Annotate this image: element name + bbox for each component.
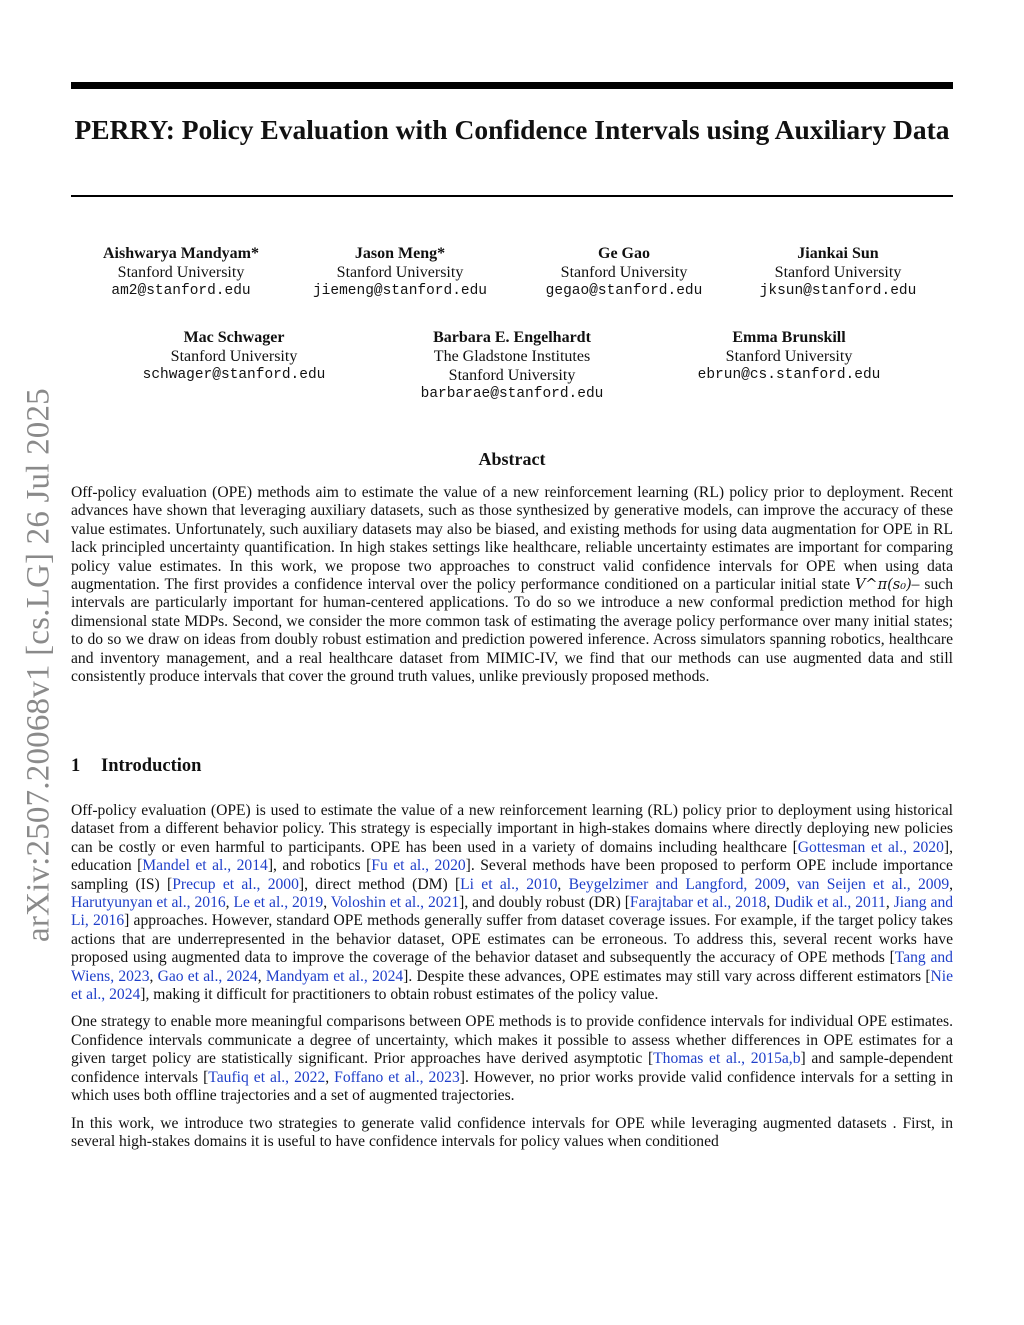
author-affiliation: Stanford University [336, 264, 464, 281]
author-email[interactable]: jksun@stanford.edu [759, 283, 917, 299]
citation-link[interactable]: Mandyam et al., 2024 [265, 967, 404, 985]
author-name: Jason Meng* [354, 245, 446, 262]
abstract-part: Off-policy evaluation (OPE) methods aim to estimate the value of a new reinforcement learning (RL) policy prior to deployment. Recent advances have shown that leveraging auxiliary datasets, such as those synthesized by generative models, can improve the accuracy of these value estimates. Unfortunately, such auxiliary datasets may also be biased, and existing methods for using data augmentation for OPE in RL lack principled uncertainty quantification. In high stakes settings like healthcare, reliable uncertainty estimates are important for comparing policy value estimates. In this work, we propose two approaches to construct valid confidence intervals for OPE when using data augmentation. The first provides a confidence interval over the policy performance conditioned on a particular initial state [71, 484, 953, 594]
citation-link[interactable]: Dudik et al., 2011 [774, 894, 886, 912]
author-block [760, 244, 917, 301]
author-email[interactable]: am2@stanford.edu [111, 283, 251, 299]
author-affiliation: Stanford University [774, 264, 902, 281]
author-block [546, 244, 703, 301]
author-affiliation: Stanford University [560, 264, 688, 281]
citation-link[interactable]: Gao et al., 2024 [157, 967, 258, 985]
abstract-heading: Abstract [478, 449, 546, 469]
text-run: ]. However, no prior works provide valid confidence intervals for a setting in which uses both offline trajectories and a set of augmented trajectories. [71, 1068, 953, 1105]
text-run: ]. Several methods have been proposed to perform OPE include importance sampling (IS) [ [71, 857, 953, 893]
author-block [421, 328, 604, 404]
arxiv-identifier: arXiv:2507.20068v1 [cs.LG] 26 Jul 2025 [20, 388, 57, 942]
citation-link[interactable]: Taufiq et al., 2022 [208, 1068, 326, 1086]
text-run: ] approaches. However, standard OPE methods generally suffer from dataset coverage issues. For example, if the target policy takes actions that are underrepresented in the behavior dataset, OPE estimates can be erroneous. To address this, several recent works have proposed using augmented data to improve the coverage of the behavior dataset and subsequently the accuracy of OPE methods [ [71, 912, 953, 967]
citation-link[interactable]: Li et al., 2010 [460, 875, 558, 893]
separator: , [149, 967, 158, 985]
paragraph [71, 802, 953, 1004]
separator: , [949, 875, 954, 893]
citation-link[interactable]: Tang and Wiens, 2023 [71, 949, 953, 985]
citation-link[interactable]: Jiang and Li, 2016 [71, 894, 954, 930]
citation-link[interactable]: van Seijen et al., 2009 [796, 875, 950, 893]
text-run: ], and robotics [ [267, 857, 372, 875]
math-expression: V^π(s₀) [854, 577, 912, 594]
section-heading [71, 756, 201, 777]
citation-link[interactable]: Nie et al., 2024 [71, 967, 954, 1004]
citation-link[interactable]: Fu et al., 2020 [371, 857, 466, 875]
section-number: 1 [71, 756, 81, 776]
abstract-part: – such intervals are particularly important for human-centered applications. To do so we introduce a new conformal prediction method for high dimensional state MDPs. Second, we consider the more common task of estimating the average policy performance over many initial states; to do so we draw on ideas from doubly robust estimation and prediction powered inference. Across simulators spanning robotics, healthcare and inventory management, and a real healthcare dataset from MIMIC-IV, we find that our methods can use augmented data and still consistently produce intervals that cover the ground truth values, unlike previously proposed methods. [71, 576, 953, 686]
text-run: ]. Despite these advances, OPE estimates may still vary across different estimators [ [403, 967, 931, 985]
separator: , [325, 1068, 335, 1086]
abstract-text [71, 484, 953, 686]
separator: , [785, 875, 797, 893]
title-bottom-rule [71, 195, 953, 197]
citation-link[interactable]: Le et al., 2019 [233, 894, 324, 912]
separator: , [257, 967, 266, 985]
citation-link[interactable]: Mandel et al., 2014 [142, 857, 268, 875]
author-name: Barbara E. Engelhardt [433, 329, 591, 346]
text-run: ], making it difficult for practitioners to obtain robust estimates of the policy value. [140, 986, 659, 1004]
section-body [71, 802, 953, 1160]
author-block [313, 244, 487, 301]
text-run: ] and sample-dependent confidence intervals [ [71, 1050, 953, 1086]
separator: , [557, 875, 569, 893]
title-top-rule [71, 82, 953, 89]
author-block [143, 328, 326, 385]
separator: , [225, 894, 234, 912]
author-name: Jiankai Sun [797, 245, 879, 262]
author-email[interactable]: barbarae@stanford.edu [420, 386, 604, 402]
author-block [103, 244, 259, 301]
separator: , [885, 894, 894, 912]
citation-link[interactable]: Harutyunyan et al., 2016 [71, 894, 226, 912]
citation-link[interactable]: Beygelzimer and Langford, 2009 [568, 875, 786, 893]
author-email[interactable]: jiemeng@stanford.edu [312, 283, 488, 299]
author-affiliation-secondary: Stanford University [448, 367, 576, 384]
section-title-text: Introduction [101, 756, 202, 776]
paragraph [71, 1013, 953, 1105]
author-email[interactable]: gegao@stanford.edu [545, 283, 703, 299]
paragraph [71, 1115, 953, 1152]
author-affiliation: Stanford University [117, 264, 245, 281]
citation-link[interactable]: Voloshin et al., 2021 [330, 894, 460, 912]
author-name: Mac Schwager [183, 329, 285, 346]
citation-link[interactable]: Precup et al., 2000 [172, 875, 299, 893]
author-email[interactable]: ebrun@cs.stanford.edu [697, 367, 881, 383]
text-run: One strategy to enable more meaningful comparisons between OPE methods is to provide confidence intervals for individual OPE estimates. Confidence intervals communicate a degree of uncertainty, which makes it possible to assess whether differences in OPE estimates for a given target policy are statistically significant. Prior approaches have derived asymptotic [ [71, 1013, 953, 1068]
text-run: Off-policy evaluation (OPE) is used to estimate the value of a new reinforcement learning (RL) policy prior to deployment using historical dataset from a different behavior policy. This strategy is especially important in high-stakes domains where directly deploying new policies can be costly or even harmful to participants. OPE has been used in a variety of domains including healthcare [ [71, 802, 953, 856]
citation-link[interactable]: Farajtabar et al., 2018 [629, 894, 767, 912]
citation-link[interactable]: Gottesman et al., 2020 [797, 838, 944, 856]
citation-link[interactable]: Thomas et al., 2015a,b [653, 1050, 801, 1068]
author-affiliation: Stanford University [725, 348, 853, 365]
author-name: Ge Gao [597, 245, 650, 262]
text-run: ], direct method (DM) [ [298, 875, 461, 893]
text-run: In this work, we introduce two strategies to generate valid confidence intervals for OPE while leveraging augmented datasets . First, in several high-stakes domains it is useful to have confidence intervals for policy values when conditioned [71, 1114, 953, 1150]
text-run: ], and doubly robust (DR) [ [459, 894, 630, 912]
author-block [698, 328, 881, 385]
author-email[interactable]: schwager@stanford.edu [142, 367, 326, 383]
author-name: Emma Brunskill [732, 329, 846, 346]
paper-title: PERRY: Policy Evaluation with Confidence Intervals using Auxiliary Data [74, 114, 950, 145]
separator: , [766, 894, 775, 912]
author-affiliation: Stanford University [170, 348, 298, 365]
author-affiliation: The Gladstone Institutes [433, 348, 591, 365]
separator: , [323, 894, 331, 912]
text-run: ], education [ [71, 838, 953, 875]
author-name: Aishwarya Mandyam* [102, 245, 260, 262]
citation-link[interactable]: Foffano et al., 2023 [334, 1068, 460, 1086]
